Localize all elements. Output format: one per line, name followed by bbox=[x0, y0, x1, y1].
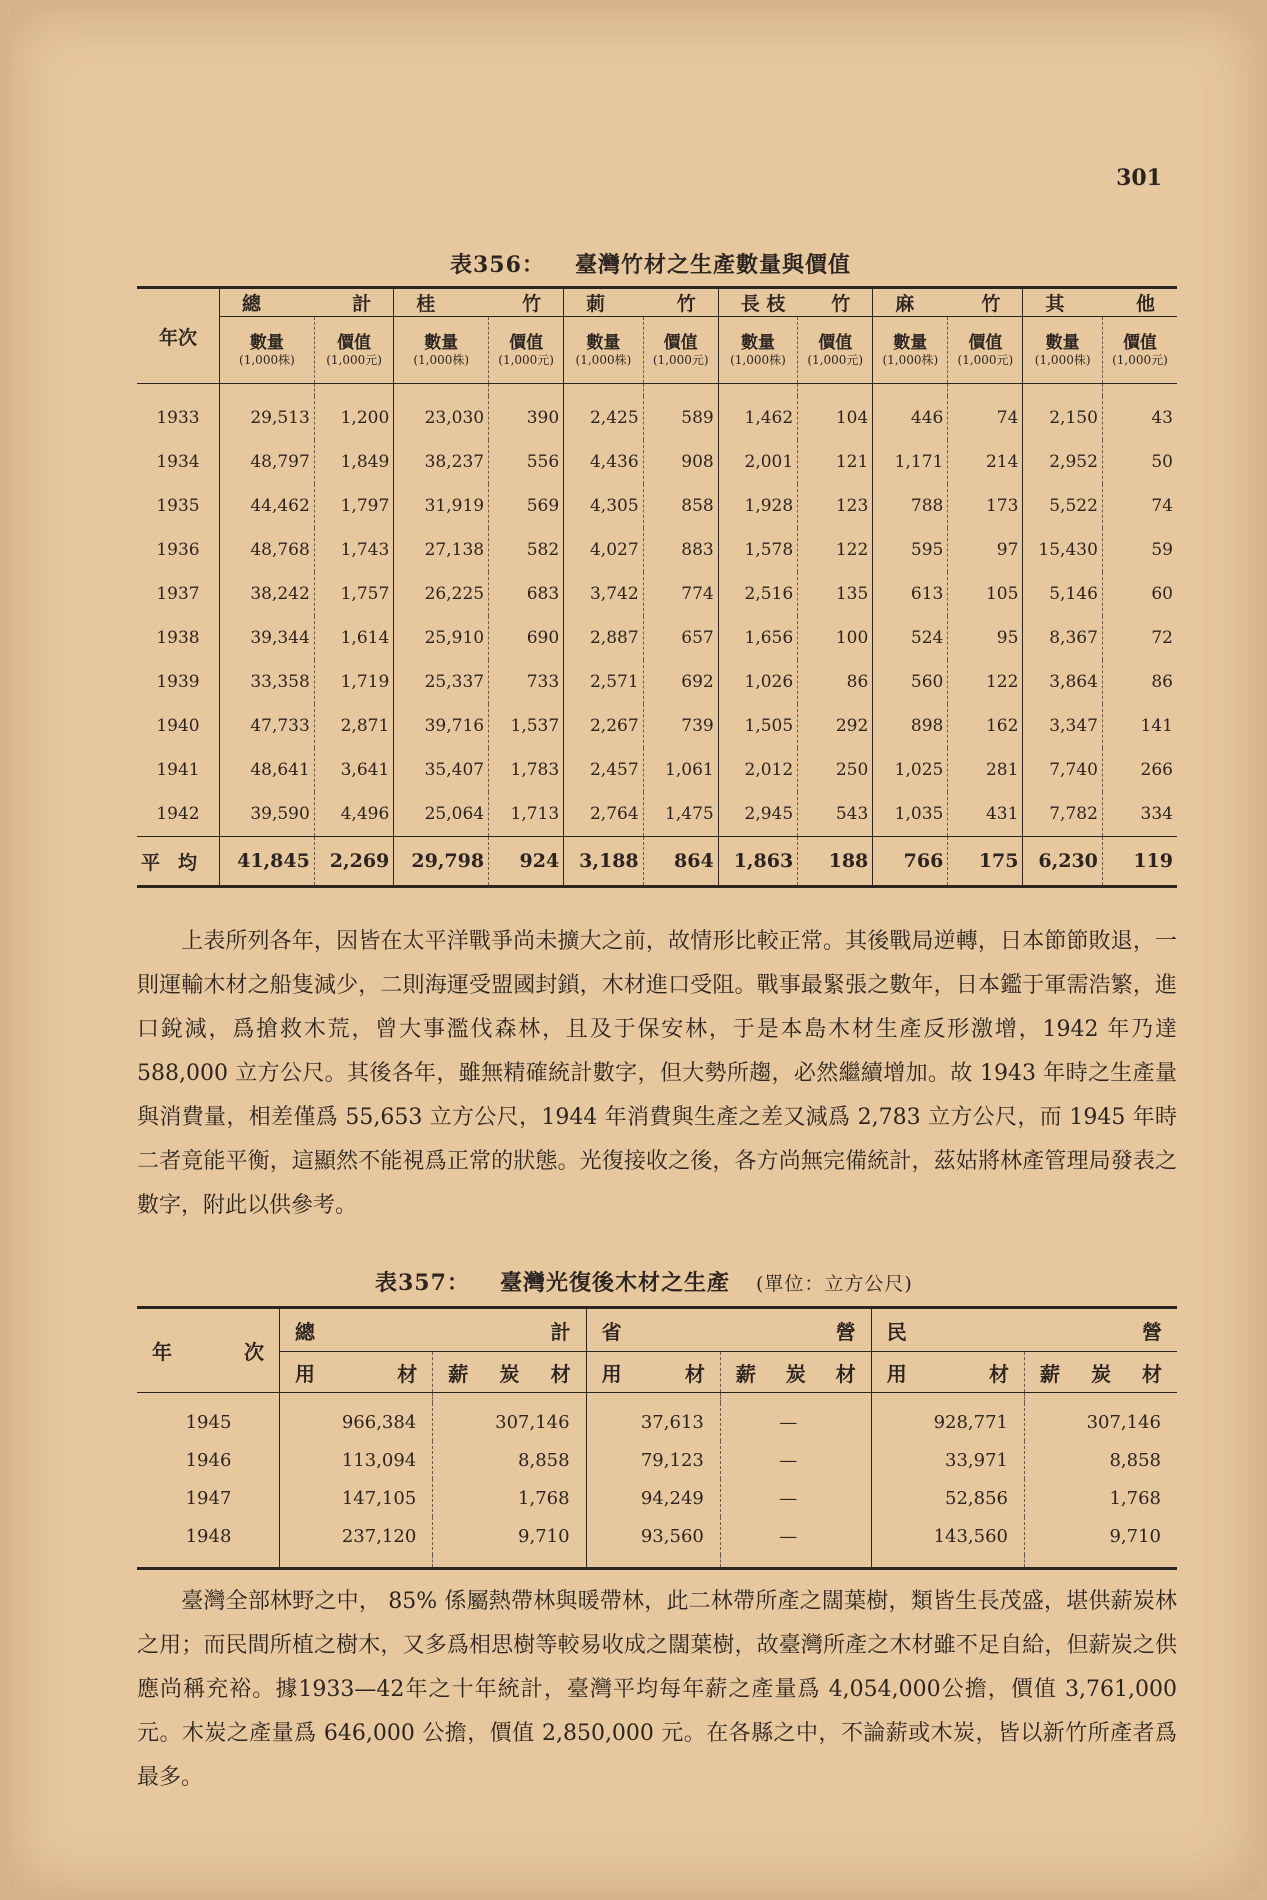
value-cell: 766 bbox=[873, 837, 948, 887]
value-cell: 307,146 bbox=[1025, 1403, 1177, 1441]
value-cell: 774 bbox=[643, 572, 718, 616]
value-cell: 173 bbox=[948, 484, 1023, 528]
value-cell: 9,710 bbox=[433, 1517, 586, 1555]
value-cell: 9,710 bbox=[1025, 1517, 1177, 1555]
value-cell: 97 bbox=[948, 528, 1023, 572]
table357-title: 臺灣光復後木材之生產 bbox=[499, 1270, 730, 1296]
value-cell: 524 bbox=[873, 616, 948, 660]
value-cell: 94,249 bbox=[586, 1479, 720, 1517]
value-cell: 2,012 bbox=[718, 748, 797, 792]
value-cell: 1,768 bbox=[1025, 1479, 1177, 1517]
value-cell: 113,094 bbox=[280, 1441, 433, 1479]
value-cell: 60 bbox=[1102, 572, 1177, 616]
value-cell: 31,919 bbox=[394, 484, 489, 528]
value-cell: 928,771 bbox=[871, 1403, 1024, 1441]
value-cell: 214 bbox=[948, 440, 1023, 484]
sub-header-qty: 數量 (1,000株) bbox=[1023, 317, 1102, 384]
value-cell: — bbox=[720, 1479, 871, 1517]
value-cell: 74 bbox=[948, 396, 1023, 440]
group-header-total: 總 計 bbox=[280, 1308, 587, 1352]
table357-caption bbox=[375, 1266, 913, 1297]
value-cell: 74 bbox=[1102, 484, 1177, 528]
value-cell: 35,407 bbox=[394, 748, 489, 792]
sub-header-qty: 數量 (1,000株) bbox=[873, 317, 948, 384]
table356-title: 臺灣竹材之生產數量與價值 bbox=[574, 252, 851, 278]
value-cell: 281 bbox=[948, 748, 1023, 792]
value-cell: 556 bbox=[489, 440, 564, 484]
value-cell: 1,578 bbox=[718, 528, 797, 572]
value-cell: 39,716 bbox=[394, 704, 489, 748]
year-header: 年 次 bbox=[137, 1308, 280, 1393]
value-cell: 2,952 bbox=[1023, 440, 1102, 484]
year-cell: 1947 bbox=[185, 1487, 232, 1509]
year-cell: 1939 bbox=[156, 672, 200, 692]
sub-header-val: 價值 (1,000元) bbox=[489, 317, 564, 384]
table-row bbox=[137, 1403, 1177, 1441]
value-cell: 1,757 bbox=[314, 572, 393, 616]
year-cell: 1933 bbox=[156, 408, 200, 428]
sub-header-qty: 數量 (1,000株) bbox=[394, 317, 489, 384]
value-cell: 690 bbox=[489, 616, 564, 660]
value-cell: 59 bbox=[1102, 528, 1177, 572]
paragraph-1: 上表所列各年，因皆在太平洋戰爭尚未擴大之前，故情形比較正常。其後戰局逆轉，日本節節敗退，一則運輸木材之船隻減少，二則海運受盟國封鎖，木材進口受阻。戰事最緊張之數年，日本鑑于軍需浩繁，進口銳減，爲搶救木荒，曾大事濫伐森林，且及于保安林，于是本島木材生產反形激增，1942 年乃達 588,000 立方公尺。其後各年，雖無精確統計數字，但大勢所趨，必然繼續增加。故 1943 年時之生產量與消費量，相差僅爲 55,653 立方公尺，1944 年消費與生產之差又減爲 2,783 立方公尺，而 1945 年時二者竟能平衡，這顯然不能視爲正常的狀態。光復接收之後，各方尚無完備統計，茲姑將林產管理局發表之數字，附此以供參考。 bbox=[137, 929, 1177, 1218]
value-cell: 237,120 bbox=[280, 1517, 433, 1555]
value-cell: 39,590 bbox=[220, 792, 315, 837]
value-cell: 44,462 bbox=[220, 484, 315, 528]
value-cell: 143,560 bbox=[871, 1517, 1024, 1555]
table-row bbox=[137, 660, 1177, 704]
value-cell: 188 bbox=[798, 837, 873, 887]
value-cell: 1,537 bbox=[489, 704, 564, 748]
table-row bbox=[137, 616, 1177, 660]
table-row bbox=[137, 572, 1177, 616]
group-header-private: 民 營 bbox=[871, 1308, 1177, 1352]
sub-header-qty: 數量 (1,000株) bbox=[718, 317, 797, 384]
value-cell: 6,230 bbox=[1023, 837, 1102, 887]
value-cell: 122 bbox=[948, 660, 1023, 704]
value-cell: 119 bbox=[1102, 837, 1177, 887]
sub-header-timber: 用 材 bbox=[586, 1352, 720, 1393]
value-cell: 4,496 bbox=[314, 792, 393, 837]
value-cell: 95 bbox=[948, 616, 1023, 660]
value-cell: 86 bbox=[1102, 660, 1177, 704]
value-cell: 613 bbox=[873, 572, 948, 616]
value-cell: 1,797 bbox=[314, 484, 393, 528]
value-cell: 390 bbox=[489, 396, 564, 440]
value-cell: 141 bbox=[1102, 704, 1177, 748]
value-cell: 250 bbox=[798, 748, 873, 792]
value-cell: 5,522 bbox=[1023, 484, 1102, 528]
sub-header-timber: 用 材 bbox=[280, 1352, 433, 1393]
value-cell: 5,146 bbox=[1023, 572, 1102, 616]
sub-header-timber: 用 材 bbox=[871, 1352, 1024, 1393]
value-cell: 39,344 bbox=[220, 616, 315, 660]
value-cell: 1,200 bbox=[314, 396, 393, 440]
year-cell: 1934 bbox=[156, 452, 200, 472]
document-page bbox=[10, 10, 1257, 1890]
value-cell: 657 bbox=[643, 616, 718, 660]
table-row bbox=[137, 528, 1177, 572]
value-cell: 37,613 bbox=[586, 1403, 720, 1441]
value-cell: 105 bbox=[948, 572, 1023, 616]
value-cell: 4,027 bbox=[564, 528, 643, 572]
table-row bbox=[137, 1441, 1177, 1479]
table357 bbox=[137, 1306, 1177, 1570]
value-cell: 1,743 bbox=[314, 528, 393, 572]
value-cell: 4,305 bbox=[564, 484, 643, 528]
value-cell: 569 bbox=[489, 484, 564, 528]
sub-header-val: 價值 (1,000元) bbox=[798, 317, 873, 384]
sub-header-val: 價值 (1,000元) bbox=[948, 317, 1023, 384]
value-cell: 858 bbox=[643, 484, 718, 528]
value-cell: 147,105 bbox=[280, 1479, 433, 1517]
value-cell: 47,733 bbox=[220, 704, 315, 748]
value-cell: 883 bbox=[643, 528, 718, 572]
value-cell: 25,337 bbox=[394, 660, 489, 704]
value-cell: 2,764 bbox=[564, 792, 643, 837]
value-cell: 104 bbox=[798, 396, 873, 440]
value-cell: 48,641 bbox=[220, 748, 315, 792]
year-cell: 平均 bbox=[137, 837, 220, 887]
value-cell: — bbox=[720, 1403, 871, 1441]
value-cell: 582 bbox=[489, 528, 564, 572]
value-cell: 2,001 bbox=[718, 440, 797, 484]
year-cell: 1940 bbox=[156, 716, 200, 736]
year-header: 年次 bbox=[137, 288, 220, 384]
value-cell: 683 bbox=[489, 572, 564, 616]
sub-header-qty: 數量 (1,000株) bbox=[220, 317, 315, 384]
value-cell: 26,225 bbox=[394, 572, 489, 616]
group-header-total: 總 計 bbox=[220, 288, 394, 317]
value-cell: 86 bbox=[798, 660, 873, 704]
value-cell: 4,436 bbox=[564, 440, 643, 484]
table-row bbox=[137, 396, 1177, 440]
value-cell: 33,971 bbox=[871, 1441, 1024, 1479]
table356-label: 表356： bbox=[450, 252, 545, 278]
year-cell: 1936 bbox=[156, 540, 200, 560]
group-header-other: 其 他 bbox=[1023, 288, 1177, 317]
sub-header-fuelwood: 薪 炭 材 bbox=[720, 1352, 871, 1393]
value-cell: 27,138 bbox=[394, 528, 489, 572]
table-row bbox=[137, 440, 1177, 484]
value-cell: 560 bbox=[873, 660, 948, 704]
value-cell: 3,641 bbox=[314, 748, 393, 792]
table-row bbox=[137, 1479, 1177, 1517]
value-cell: — bbox=[720, 1441, 871, 1479]
year-cell: 1938 bbox=[156, 628, 200, 648]
value-cell: 25,910 bbox=[394, 616, 489, 660]
table357-unit: (單位：立方公尺) bbox=[755, 1273, 913, 1295]
value-cell: 898 bbox=[873, 704, 948, 748]
value-cell: 266 bbox=[1102, 748, 1177, 792]
value-cell: 43 bbox=[1102, 396, 1177, 440]
year-cell: 1946 bbox=[185, 1449, 232, 1471]
value-cell: 2,457 bbox=[564, 748, 643, 792]
value-cell: 1,035 bbox=[873, 792, 948, 837]
value-cell: 52,856 bbox=[871, 1479, 1024, 1517]
value-cell: 1,768 bbox=[433, 1479, 586, 1517]
value-cell: 788 bbox=[873, 484, 948, 528]
value-cell: — bbox=[720, 1517, 871, 1555]
value-cell: 3,742 bbox=[564, 572, 643, 616]
value-cell: 1,462 bbox=[718, 396, 797, 440]
table356 bbox=[137, 286, 1177, 888]
group-header-ma: 麻 竹 bbox=[873, 288, 1023, 317]
value-cell: 8,367 bbox=[1023, 616, 1102, 660]
group-header-ci: 莿 竹 bbox=[564, 288, 719, 317]
value-cell: 38,242 bbox=[220, 572, 315, 616]
table-row bbox=[137, 792, 1177, 837]
value-cell: 38,237 bbox=[394, 440, 489, 484]
value-cell: 2,887 bbox=[564, 616, 643, 660]
value-cell: 2,571 bbox=[564, 660, 643, 704]
value-cell: 864 bbox=[643, 837, 718, 887]
value-cell: 1,025 bbox=[873, 748, 948, 792]
table-row bbox=[137, 484, 1177, 528]
value-cell: 1,719 bbox=[314, 660, 393, 704]
value-cell: 431 bbox=[948, 792, 1023, 837]
value-cell: 135 bbox=[798, 572, 873, 616]
value-cell: 1,505 bbox=[718, 704, 797, 748]
value-cell: 543 bbox=[798, 792, 873, 837]
value-cell: 2,516 bbox=[718, 572, 797, 616]
value-cell: 1,614 bbox=[314, 616, 393, 660]
year-cell: 1945 bbox=[185, 1411, 232, 1433]
year-cell: 1942 bbox=[156, 804, 200, 824]
value-cell: 739 bbox=[643, 704, 718, 748]
value-cell: 307,146 bbox=[433, 1403, 586, 1441]
value-cell: 8,858 bbox=[433, 1441, 586, 1479]
value-cell: 25,064 bbox=[394, 792, 489, 837]
value-cell: 79,123 bbox=[586, 1441, 720, 1479]
value-cell: 1,475 bbox=[643, 792, 718, 837]
value-cell: 93,560 bbox=[586, 1517, 720, 1555]
value-cell: 48,797 bbox=[220, 440, 315, 484]
value-cell: 692 bbox=[643, 660, 718, 704]
value-cell: 162 bbox=[948, 704, 1023, 748]
value-cell: 292 bbox=[798, 704, 873, 748]
value-cell: 1,928 bbox=[718, 484, 797, 528]
year-cell: 1935 bbox=[156, 496, 200, 516]
table-row bbox=[137, 748, 1177, 792]
value-cell: 966,384 bbox=[280, 1403, 433, 1441]
value-cell: 41,845 bbox=[220, 837, 315, 887]
value-cell: 733 bbox=[489, 660, 564, 704]
value-cell: 446 bbox=[873, 396, 948, 440]
value-cell: 122 bbox=[798, 528, 873, 572]
table-row bbox=[137, 1517, 1177, 1555]
value-cell: 2,150 bbox=[1023, 396, 1102, 440]
sub-header-val: 價值 (1,000元) bbox=[314, 317, 393, 384]
value-cell: 1,849 bbox=[314, 440, 393, 484]
sub-header-qty: 數量 (1,000株) bbox=[564, 317, 643, 384]
sub-header-val: 價值 (1,000元) bbox=[1102, 317, 1177, 384]
year-cell: 1948 bbox=[185, 1525, 232, 1547]
group-header-provincial: 省 營 bbox=[586, 1308, 871, 1352]
year-cell: 1937 bbox=[156, 584, 200, 604]
table356-caption bbox=[450, 248, 851, 279]
value-cell: 7,740 bbox=[1023, 748, 1102, 792]
value-cell: 2,269 bbox=[314, 837, 393, 887]
value-cell: 924 bbox=[489, 837, 564, 887]
value-cell: 2,945 bbox=[718, 792, 797, 837]
value-cell: 23,030 bbox=[394, 396, 489, 440]
sub-header-fuelwood: 薪 炭 材 bbox=[1025, 1352, 1177, 1393]
sub-header-val: 價值 (1,000元) bbox=[643, 317, 718, 384]
value-cell: 1,656 bbox=[718, 616, 797, 660]
value-cell: 8,858 bbox=[1025, 1441, 1177, 1479]
value-cell: 29,513 bbox=[220, 396, 315, 440]
paragraph-2: 臺灣全部林野之中， 85% 係屬熱帶林與暖帶林，此二林帶所產之闊葉樹，類皆生長茂盛，堪供薪炭林之用；而民間所植之樹木，又多爲相思樹等較易收成之闊葉樹，故臺灣所產之木材雖不足自給，但薪炭之供應尚稱充裕。據1933—42年之十年統計，臺灣平均每年薪之產量爲 4,054,000公擔，價值 3,761,000 元。木炭之產量爲 646,000 公擔，價值 2,850,000 元。在各縣之中，不論薪或木炭，皆以新竹所產者爲最多。 bbox=[137, 1589, 1177, 1790]
page-number: 301 bbox=[1116, 165, 1162, 191]
value-cell: 1,061 bbox=[643, 748, 718, 792]
value-cell: 589 bbox=[643, 396, 718, 440]
value-cell: 15,430 bbox=[1023, 528, 1102, 572]
value-cell: 48,768 bbox=[220, 528, 315, 572]
value-cell: 50 bbox=[1102, 440, 1177, 484]
table-row bbox=[137, 704, 1177, 748]
value-cell: 2,425 bbox=[564, 396, 643, 440]
year-cell: 1941 bbox=[156, 760, 200, 780]
value-cell: 33,358 bbox=[220, 660, 315, 704]
sub-header-fuelwood: 薪 炭 材 bbox=[433, 1352, 586, 1393]
value-cell: 3,347 bbox=[1023, 704, 1102, 748]
value-cell: 3,864 bbox=[1023, 660, 1102, 704]
value-cell: 175 bbox=[948, 837, 1023, 887]
group-header-changzhi: 長 枝 竹 bbox=[718, 288, 873, 317]
value-cell: 1,783 bbox=[489, 748, 564, 792]
value-cell: 1,863 bbox=[718, 837, 797, 887]
value-cell: 2,871 bbox=[314, 704, 393, 748]
value-cell: 908 bbox=[643, 440, 718, 484]
value-cell: 100 bbox=[798, 616, 873, 660]
value-cell: 72 bbox=[1102, 616, 1177, 660]
group-header-gui: 桂 竹 bbox=[394, 288, 564, 317]
value-cell: 595 bbox=[873, 528, 948, 572]
value-cell: 1,713 bbox=[489, 792, 564, 837]
value-cell: 121 bbox=[798, 440, 873, 484]
value-cell: 29,798 bbox=[394, 837, 489, 887]
average-row bbox=[137, 837, 1177, 887]
value-cell: 1,026 bbox=[718, 660, 797, 704]
value-cell: 7,782 bbox=[1023, 792, 1102, 837]
value-cell: 334 bbox=[1102, 792, 1177, 837]
value-cell: 1,171 bbox=[873, 440, 948, 484]
value-cell: 3,188 bbox=[564, 837, 643, 887]
value-cell: 123 bbox=[798, 484, 873, 528]
value-cell: 2,267 bbox=[564, 704, 643, 748]
table357-label: 表357： bbox=[375, 1270, 470, 1296]
